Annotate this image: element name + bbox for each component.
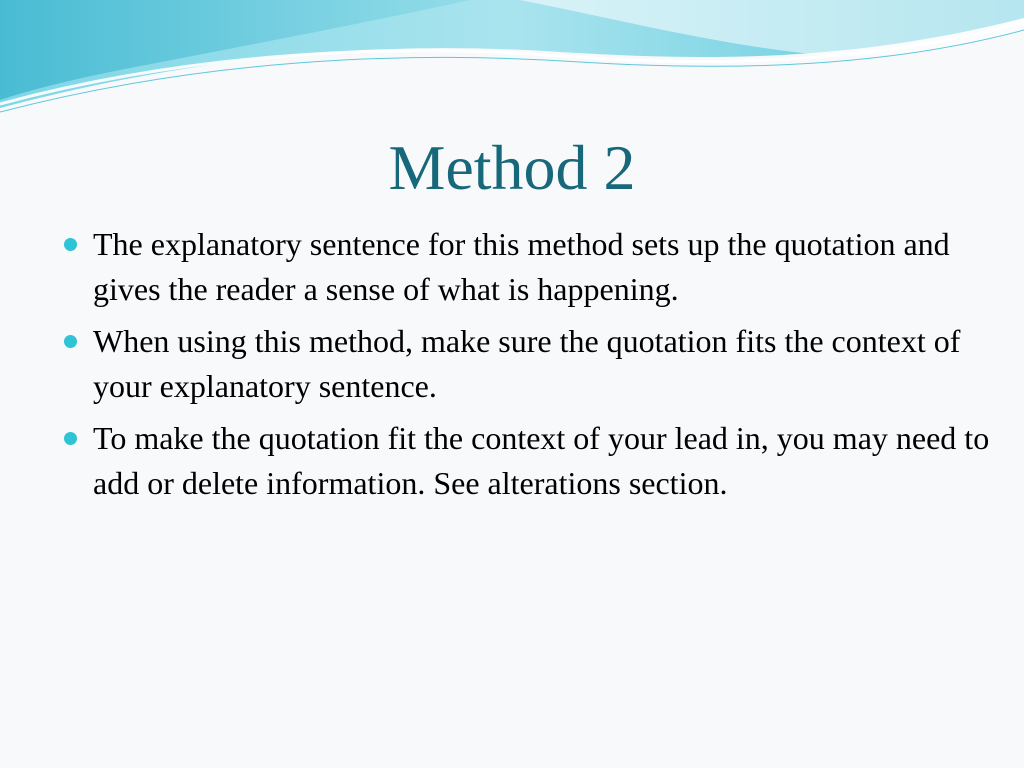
bullet-dot-icon <box>64 432 77 445</box>
list-item <box>62 416 992 506</box>
bullet-dot-icon <box>64 335 77 348</box>
bullet-dot-icon <box>64 238 77 251</box>
bullet-list <box>62 222 992 513</box>
bullet-text: When using this method, make sure the quotation fits the context of your explanatory sentence. <box>93 323 961 404</box>
bullet-text: To make the quotation fit the context of your lead in, you may need to add or delete information. See alterations section. <box>93 420 990 501</box>
wave-banner-decoration <box>0 0 1024 120</box>
list-item <box>62 222 992 312</box>
bullet-text: The explanatory sentence for this method sets up the quotation and gives the reader a sense of what is happening. <box>93 226 950 307</box>
slide-title: Method 2 <box>388 132 636 203</box>
list-item <box>62 319 992 409</box>
